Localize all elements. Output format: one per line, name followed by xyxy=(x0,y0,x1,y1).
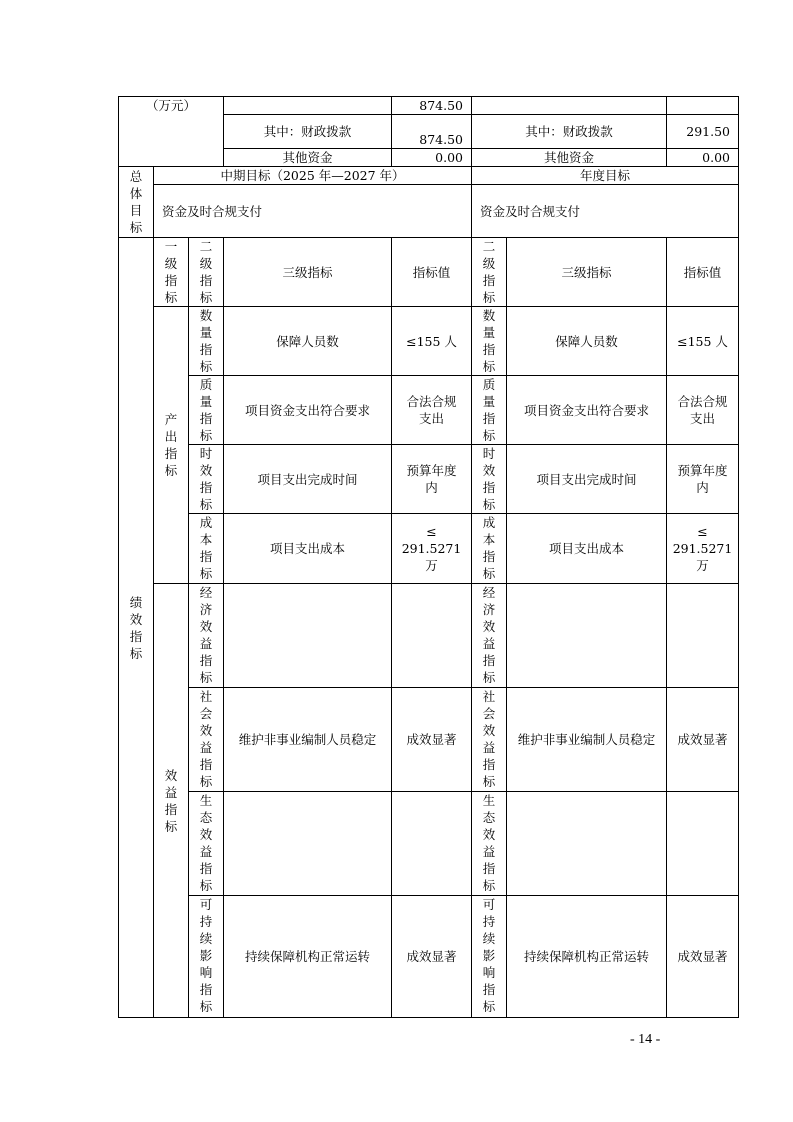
fiscal-label-mid: 其中：财政拨款 xyxy=(224,115,392,149)
row2-ind-year: 项目资金支出符合要求 xyxy=(507,376,667,445)
row1-val-mid: ≤155 人 xyxy=(392,307,472,376)
row5-val-year xyxy=(667,584,739,688)
row7-val-year xyxy=(667,792,739,896)
row6-val-year: 成效显著 xyxy=(667,688,739,792)
goal-mid-text: 资金及时合规支付 xyxy=(154,185,472,238)
row8-val-year: 成效显著 xyxy=(667,896,739,1018)
funds-total-mid: 874.50 xyxy=(392,97,472,115)
row6-l2-mid: 社 会 效 益 指 标 xyxy=(189,688,224,792)
funds-unit-label xyxy=(119,97,224,167)
row2-l2-mid: 质 量 指 标 xyxy=(189,376,224,445)
row8-l2-mid: 可 持 续 影 响 指 标 xyxy=(189,896,224,1018)
row1-l2-year: 数 量 指 标 xyxy=(472,307,507,376)
other-year-value: 0.00 xyxy=(667,149,739,167)
row6-l2-year: 社 会 效 益 指 标 xyxy=(472,688,507,792)
row4-l2-mid: 成 本 指 标 xyxy=(189,514,224,584)
row7-ind-year xyxy=(507,792,667,896)
row4-ind-year: 项目支出成本 xyxy=(507,514,667,584)
output-label: 产 出 指 标 xyxy=(154,307,189,584)
funds-total-year-label xyxy=(472,97,667,115)
h-level3-year: 三级指标 xyxy=(507,238,667,307)
row3-val-year xyxy=(667,445,739,514)
benefit-label: 效 益 指 标 xyxy=(154,584,189,1018)
row5-l2-mid: 经 济 效 益 指 标 xyxy=(189,584,224,688)
goal-year-text: 资金及时合规支付 xyxy=(472,185,739,238)
h-value-year: 指标值 xyxy=(667,238,739,307)
row6-ind-mid xyxy=(224,688,392,792)
row2-val-year xyxy=(667,376,739,445)
goal-year-header: 年度目标 xyxy=(472,167,739,185)
row8-val-mid: 成效显著 xyxy=(392,896,472,1018)
row3-ind-year: 项目支出完成时间 xyxy=(507,445,667,514)
h-level2-mid: 二 级 指 标 xyxy=(189,238,224,307)
row3-val-mid xyxy=(392,445,472,514)
row4-val-year xyxy=(667,514,739,584)
other-label-mid: 其他资金 xyxy=(224,149,392,167)
row3-ind-mid: 项目支出完成时间 xyxy=(224,445,392,514)
perf-label: 绩 效 指 标 xyxy=(119,238,154,1018)
fiscal-year-value: 291.50 xyxy=(667,115,739,149)
row7-val-mid xyxy=(392,792,472,896)
row5-l2-year: 经 济 效 益 指 标 xyxy=(472,584,507,688)
row8-ind-year: 持续保障机构正常运转 xyxy=(507,896,667,1018)
row1-ind-mid: 保障人员数 xyxy=(224,307,392,376)
row1-ind-year: 保障人员数 xyxy=(507,307,667,376)
row7-l2-mid: 生 态 效 益 指 标 xyxy=(189,792,224,896)
row3-l2-mid: 时 效 指 标 xyxy=(189,445,224,514)
row2-l2-year: 质 量 指 标 xyxy=(472,376,507,445)
row8-l2-year: 可 持 续 影 响 指 标 xyxy=(472,896,507,1018)
row5-ind-mid xyxy=(224,584,392,688)
h-level3-mid: 三级指标 xyxy=(224,238,392,307)
row3-val-year-text: 预算年度内 xyxy=(677,463,728,495)
fiscal-mid-value: 874.50 xyxy=(392,115,472,149)
h-level1: 一 级 指 标 xyxy=(154,238,189,307)
row7-l2-year: 生 态 效 益 指 标 xyxy=(472,792,507,896)
h-level2-year: 二 级 指 标 xyxy=(472,238,507,307)
row7-ind-mid xyxy=(224,792,392,896)
row1-val-year: ≤155 人 xyxy=(667,307,739,376)
goal-label: 总 体 目 标 xyxy=(119,167,154,238)
other-label-year: 其他资金 xyxy=(472,149,667,167)
row5-ind-year xyxy=(507,584,667,688)
row4-l2-year: 成 本 指 标 xyxy=(472,514,507,584)
row8-ind-mid: 持续保障机构正常运转 xyxy=(224,896,392,1018)
funds-unit-text: （万元） xyxy=(146,98,197,113)
row6-val-mid: 成效显著 xyxy=(392,688,472,792)
fiscal-label-year: 其中：财政拨款 xyxy=(472,115,667,149)
row4-val-mid xyxy=(392,514,472,584)
row4-val-year-text: ≤ 291.5271 万 xyxy=(672,524,733,573)
goal-mid-header: 中期目标（2025 年—2027 年） xyxy=(154,167,472,185)
performance-goal-table xyxy=(118,96,739,1018)
row2-val-mid xyxy=(392,376,472,445)
funds-total-year xyxy=(667,97,739,115)
h-value-mid: 指标值 xyxy=(392,238,472,307)
row6-ind-year xyxy=(507,688,667,792)
row2-val-year-text: 合法合规支出 xyxy=(677,394,728,426)
row4-val-mid-text: ≤ 291.5271 万 xyxy=(401,524,462,573)
row2-val-mid-text: 合法合规支出 xyxy=(406,394,457,426)
other-mid-value: 0.00 xyxy=(392,149,472,167)
page-number: - 14 - xyxy=(630,1032,661,1047)
row3-val-mid-text: 预算年度内 xyxy=(406,463,457,495)
row1-l2-mid: 数 量 指 标 xyxy=(189,307,224,376)
row6-ind-mid-text: 维护非事业编制人员稳定 xyxy=(238,732,377,747)
funds-total-label xyxy=(224,97,392,115)
row6-ind-year-text: 维护非事业编制人员稳定 xyxy=(517,732,656,747)
row4-ind-mid: 项目支出成本 xyxy=(224,514,392,584)
row2-ind-mid: 项目资金支出符合要求 xyxy=(224,376,392,445)
row5-val-mid xyxy=(392,584,472,688)
row3-l2-year: 时 效 指 标 xyxy=(472,445,507,514)
